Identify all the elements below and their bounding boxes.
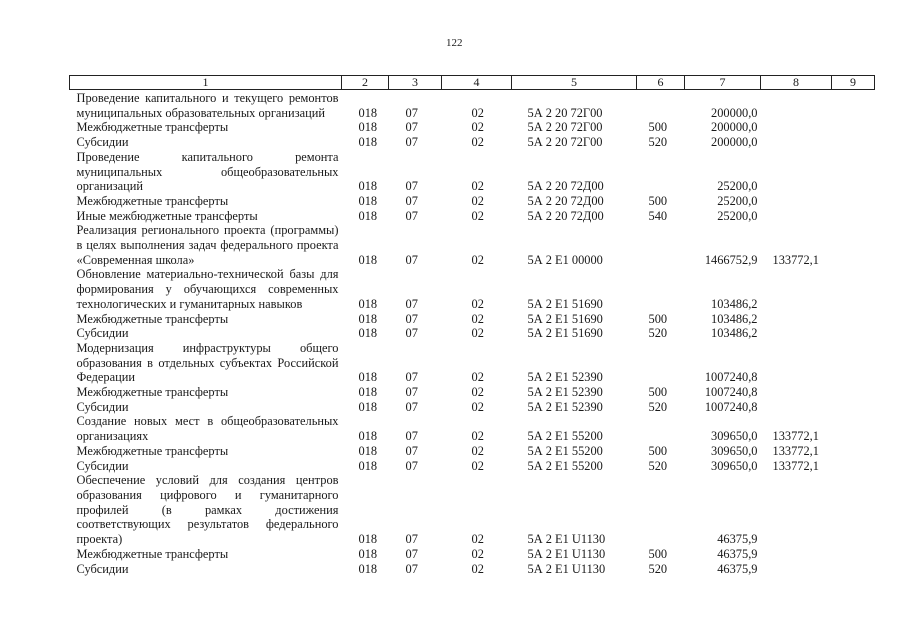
- expense-type: [637, 341, 685, 385]
- table-header: [70, 76, 875, 90]
- row-name: Межбюджетные трансферты: [76, 385, 229, 400]
- row-name: Межбюджетные трансферты: [76, 311, 229, 326]
- gov-code: 018: [358, 179, 378, 194]
- gov-code: 018: [358, 399, 378, 414]
- gov-code: 018: [358, 193, 378, 208]
- table-row: [70, 473, 875, 547]
- subsection-code: 02: [471, 443, 484, 458]
- section-code: 07: [405, 105, 418, 120]
- table-row: [70, 150, 875, 194]
- expense-type: 500: [648, 120, 668, 135]
- gov-code: 018: [358, 546, 378, 561]
- subsection-code: 02: [471, 385, 484, 400]
- row-name: Межбюджетные трансферты: [76, 546, 229, 561]
- expense-type: [637, 473, 685, 547]
- row-name: Проведение капитального ремонта муниципальных общеобразовательных организаций: [76, 149, 339, 194]
- section-code: 07: [405, 326, 418, 341]
- expense-type: 500: [648, 546, 668, 561]
- budget-table: [69, 75, 875, 576]
- federal-amount: [761, 267, 832, 311]
- table-row: [70, 312, 875, 327]
- gov-code: 018: [358, 443, 378, 458]
- amount: 103486,2: [711, 326, 758, 341]
- federal-amount: [761, 150, 832, 194]
- header-cell: 6: [637, 76, 685, 90]
- header-cell: 1: [70, 76, 342, 90]
- subsection-code: 02: [471, 120, 484, 135]
- row-name: Обеспечение условий для создания центров образования цифрового и гуманитарного профилей (в рамках достижения соответствующих результатов федерального проекта): [76, 473, 339, 547]
- table-row: [70, 120, 875, 135]
- target-article: 5А 2 E1 51690: [527, 296, 603, 311]
- target-article: 5А 2 E1 U1130: [527, 546, 606, 561]
- gov-code: 018: [358, 296, 378, 311]
- amount: 1466752,9: [704, 252, 758, 267]
- amount: 25200,0: [717, 193, 758, 208]
- table-row: [70, 209, 875, 224]
- federal-amount: [761, 312, 832, 327]
- table-row: [70, 400, 875, 415]
- row-name: Иные межбюджетные трансферты: [76, 208, 258, 223]
- section-code: 07: [405, 443, 418, 458]
- expense-type: [637, 223, 685, 267]
- subsection-code: 02: [471, 105, 484, 120]
- expense-type: 520: [648, 135, 668, 150]
- col9-value: [832, 194, 875, 209]
- federal-amount: [761, 209, 832, 224]
- gov-code: 018: [358, 252, 378, 267]
- subsection-code: 02: [471, 326, 484, 341]
- col9-value: [832, 547, 875, 562]
- col9-value: [832, 267, 875, 311]
- page-number: 122: [446, 37, 463, 49]
- header-cell: 3: [389, 76, 442, 90]
- target-article: 5А 2 20 72Г00: [527, 120, 603, 135]
- col9-value: [832, 400, 875, 415]
- row-name: Межбюджетные трансферты: [76, 193, 229, 208]
- amount: 309650,0: [711, 429, 758, 444]
- table-row: [70, 194, 875, 209]
- federal-amount: [761, 326, 832, 341]
- expense-type: 540: [648, 208, 668, 223]
- gov-code: 018: [358, 385, 378, 400]
- amount: 46375,9: [717, 532, 758, 547]
- expense-type: [637, 150, 685, 194]
- header-cell: 8: [761, 76, 832, 90]
- section-code: 07: [405, 546, 418, 561]
- subsection-code: 02: [471, 399, 484, 414]
- federal-amount: 133772,1: [772, 429, 819, 444]
- target-article: 5А 2 E1 55200: [527, 429, 603, 444]
- gov-code: 018: [358, 311, 378, 326]
- subsection-code: 02: [471, 208, 484, 223]
- expense-type: 520: [648, 399, 668, 414]
- expense-type: 500: [648, 193, 668, 208]
- section-code: 07: [405, 208, 418, 223]
- row-name: Субсидии: [76, 326, 129, 341]
- amount: 1007240,8: [704, 399, 758, 414]
- table-row: [70, 385, 875, 400]
- row-name: Субсидии: [76, 135, 129, 150]
- amount: 46375,9: [717, 546, 758, 561]
- table-body: [70, 90, 875, 577]
- col9-value: [832, 312, 875, 327]
- header-cell: 7: [685, 76, 761, 90]
- row-name: Модернизация инфраструктуры общего образования в отдельных субъектах Российской Федерации: [76, 340, 339, 385]
- federal-amount: 133772,1: [772, 458, 819, 473]
- expense-type: 500: [648, 443, 668, 458]
- subsection-code: 02: [471, 135, 484, 150]
- federal-amount: [761, 120, 832, 135]
- target-article: 5А 2 E1 52390: [527, 399, 603, 414]
- amount: 103486,2: [711, 311, 758, 326]
- federal-amount: [761, 194, 832, 209]
- subsection-code: 02: [471, 193, 484, 208]
- expense-type: 520: [648, 458, 668, 473]
- amount: 46375,9: [717, 561, 758, 576]
- expense-type: [637, 267, 685, 311]
- col9-value: [832, 209, 875, 224]
- gov-code: 018: [358, 105, 378, 120]
- gov-code: 018: [358, 458, 378, 473]
- target-article: 5А 2 20 72Г00: [527, 105, 603, 120]
- section-code: 07: [405, 252, 418, 267]
- expense-type: 500: [648, 311, 668, 326]
- amount: 200000,0: [711, 135, 758, 150]
- amount: 309650,0: [711, 443, 758, 458]
- col9-value: [832, 414, 875, 443]
- subsection-code: 02: [471, 296, 484, 311]
- row-name: Межбюджетные трансферты: [76, 443, 229, 458]
- amount: 25200,0: [717, 179, 758, 194]
- section-code: 07: [405, 385, 418, 400]
- subsection-code: 02: [471, 458, 484, 473]
- section-code: 07: [405, 193, 418, 208]
- target-article: 5А 2 E1 00000: [527, 252, 603, 267]
- col9-value: [832, 562, 875, 577]
- table-row: [70, 90, 875, 121]
- federal-amount: 133772,1: [772, 252, 819, 267]
- section-code: 07: [405, 458, 418, 473]
- section-code: 07: [405, 296, 418, 311]
- target-article: 5А 2 20 72Д00: [527, 179, 604, 194]
- table-row: [70, 562, 875, 577]
- amount: 1007240,8: [704, 370, 758, 385]
- col9-value: [832, 473, 875, 547]
- row-name: Межбюджетные трансферты: [76, 120, 229, 135]
- subsection-code: 02: [471, 252, 484, 267]
- header-cell: 5: [512, 76, 637, 90]
- target-article: 5А 2 20 72Д00: [527, 208, 604, 223]
- table-row: [70, 547, 875, 562]
- table-row: [70, 444, 875, 459]
- row-name: Субсидии: [76, 458, 129, 473]
- col9-value: [832, 444, 875, 459]
- gov-code: 018: [358, 370, 378, 385]
- table-row: [70, 223, 875, 267]
- section-code: 07: [405, 561, 418, 576]
- federal-amount: 133772,1: [772, 443, 819, 458]
- header-cell: 4: [442, 76, 512, 90]
- gov-code: 018: [358, 135, 378, 150]
- expense-type: 520: [648, 561, 668, 576]
- federal-amount: [761, 400, 832, 415]
- subsection-code: 02: [471, 546, 484, 561]
- row-name: Субсидии: [76, 399, 129, 414]
- federal-amount: [761, 341, 832, 385]
- target-article: 5А 2 E1 U1130: [527, 532, 606, 547]
- row-name: Обновление материально-технической базы для формирования у обучающихся современных технологических и гуманитарных навыков: [76, 267, 339, 311]
- amount: 1007240,8: [704, 385, 758, 400]
- table-row: [70, 267, 875, 311]
- row-name: Проведение капитального и текущего ремонтов муниципальных образовательных организаций: [76, 91, 339, 120]
- target-article: 5А 2 E1 52390: [527, 370, 603, 385]
- col9-value: [832, 326, 875, 341]
- federal-amount: [761, 473, 832, 547]
- col9-value: [832, 90, 875, 121]
- federal-amount: [761, 385, 832, 400]
- subsection-code: 02: [471, 370, 484, 385]
- expense-type: [637, 90, 685, 121]
- section-code: 07: [405, 429, 418, 444]
- target-article: 5А 2 20 72Д00: [527, 193, 604, 208]
- header-cell: 2: [342, 76, 389, 90]
- federal-amount: [761, 135, 832, 150]
- target-article: 5А 2 E1 U1130: [527, 561, 606, 576]
- amount: 309650,0: [711, 458, 758, 473]
- federal-amount: [761, 562, 832, 577]
- subsection-code: 02: [471, 561, 484, 576]
- expense-type: 520: [648, 326, 668, 341]
- row-name: Субсидии: [76, 561, 129, 576]
- gov-code: 018: [358, 532, 378, 547]
- gov-code: 018: [358, 120, 378, 135]
- subsection-code: 02: [471, 429, 484, 444]
- section-code: 07: [405, 532, 418, 547]
- row-name: Реализация регионального проекта (программы) в целях выполнения задач федерального проекта «Современная школа»: [76, 223, 339, 267]
- target-article: 5А 2 E1 55200: [527, 443, 603, 458]
- section-code: 07: [405, 179, 418, 194]
- amount: 25200,0: [717, 208, 758, 223]
- section-code: 07: [405, 311, 418, 326]
- amount: 200000,0: [711, 105, 758, 120]
- gov-code: 018: [358, 326, 378, 341]
- row-name: Создание новых мест в общеобразовательных организациях: [76, 414, 339, 444]
- expense-type: 500: [648, 385, 668, 400]
- expense-type: [637, 414, 685, 443]
- gov-code: 018: [358, 429, 378, 444]
- subsection-code: 02: [471, 532, 484, 547]
- table-row: [70, 414, 875, 443]
- target-article: 5А 2 20 72Г00: [527, 135, 603, 150]
- target-article: 5А 2 E1 52390: [527, 385, 603, 400]
- amount: 200000,0: [711, 120, 758, 135]
- col9-value: [832, 223, 875, 267]
- gov-code: 018: [358, 561, 378, 576]
- federal-amount: [761, 90, 832, 121]
- table-row: [70, 326, 875, 341]
- col9-value: [832, 459, 875, 474]
- table-row: [70, 135, 875, 150]
- table-row: [70, 459, 875, 474]
- section-code: 07: [405, 135, 418, 150]
- section-code: 07: [405, 399, 418, 414]
- col9-value: [832, 120, 875, 135]
- col9-value: [832, 385, 875, 400]
- col9-value: [832, 135, 875, 150]
- table-row: [70, 341, 875, 385]
- section-code: 07: [405, 370, 418, 385]
- target-article: 5А 2 E1 51690: [527, 311, 603, 326]
- header-row: [70, 76, 875, 90]
- col9-value: [832, 341, 875, 385]
- header-cell: 9: [832, 76, 875, 90]
- col9-value: [832, 150, 875, 194]
- amount: 103486,2: [711, 296, 758, 311]
- gov-code: 018: [358, 208, 378, 223]
- section-code: 07: [405, 120, 418, 135]
- subsection-code: 02: [471, 179, 484, 194]
- target-article: 5А 2 E1 55200: [527, 458, 603, 473]
- federal-amount: [761, 547, 832, 562]
- target-article: 5А 2 E1 51690: [527, 326, 603, 341]
- subsection-code: 02: [471, 311, 484, 326]
